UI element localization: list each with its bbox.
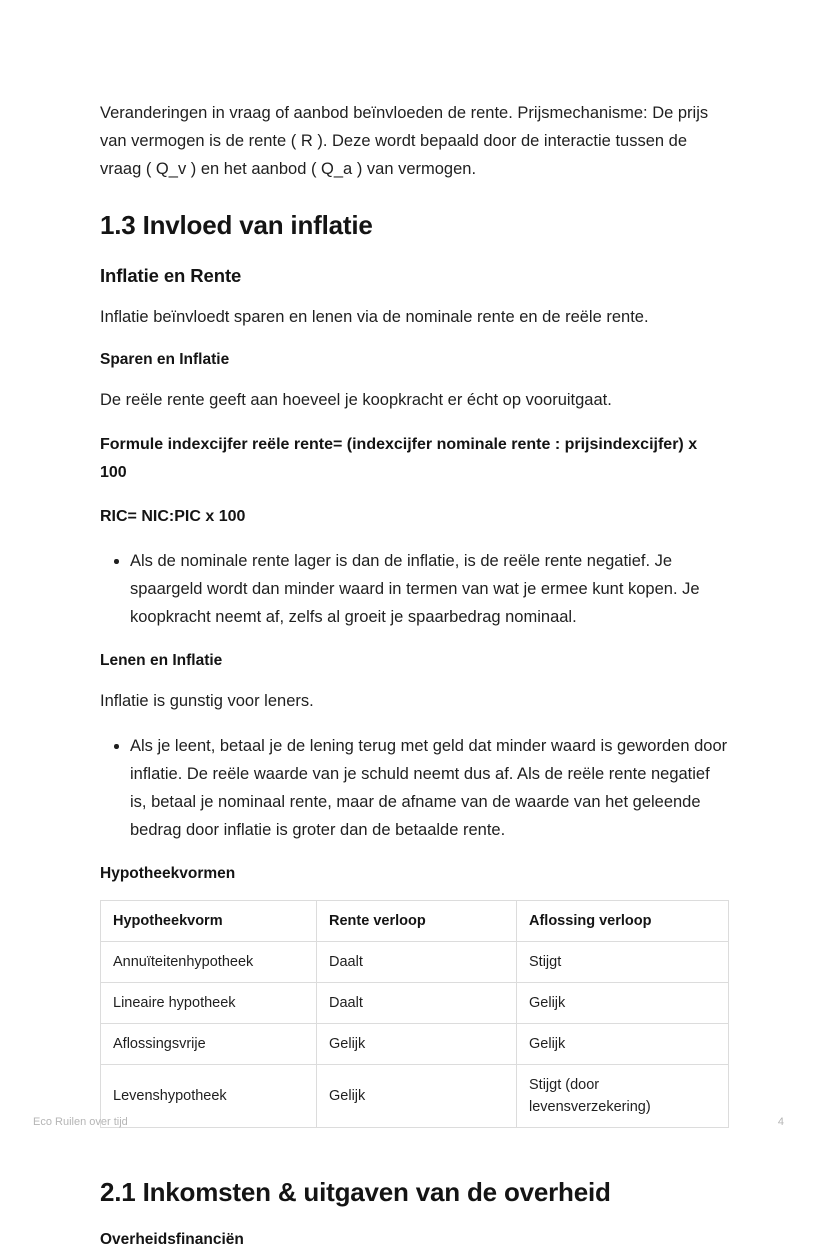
cell-hypotheekvorm: Levenshypotheek <box>101 1065 317 1128</box>
list-item: Als je leent, betaal je de lening terug met geld dat minder waard is geworden door inflatie. De reële waarde van je schuld neemt dus af. Als de reële rente negatief is, betaal je nominaal rente, maar de afname van de waarde van het geleende bedrag door inflatie is groter dan de betaalde rente. <box>130 732 728 844</box>
cell-rente-verloop: Daalt <box>317 942 517 983</box>
footer-document-label: Eco Ruilen over tijd <box>33 1116 128 1128</box>
cell-hypotheekvorm: Annuïteitenhypotheek <box>101 942 317 983</box>
cell-aflossing-verloop: Stijgt <box>517 942 729 983</box>
heading-lenen-en-inflatie: Lenen en Inflatie <box>100 652 223 669</box>
heading-section-2-1: 2.1 Inkomsten & uitgaven van de overheid <box>100 1177 611 1207</box>
list-item: Als de nominale rente lager is dan de inflatie, is de reële rente negatief. Je spaargeld wordt dan minder waard in termen van wat je ermee kunt kopen. Je koopkracht neemt af, zelfs al groeit je spaarbedrag nominaal. <box>130 547 728 631</box>
table-row <box>101 942 729 983</box>
page-footer <box>0 1112 828 1132</box>
table-header-row <box>101 901 729 942</box>
heading-section-1-3: 1.3 Invloed van inflatie <box>100 210 373 240</box>
footer-page-number: 4 <box>777 1116 784 1128</box>
column-header-rente-verloop: Rente verloop <box>317 901 517 942</box>
cell-hypotheekvorm: Aflossingsvrije <box>101 1024 317 1065</box>
table-spacer <box>100 1138 728 1176</box>
cell-aflossing-verloop: Gelijk <box>517 1024 729 1065</box>
paragraph-inflatie-en-rente: Inflatie beïnvloedt sparen en lenen via de nominale rente en de reële rente. <box>100 308 649 326</box>
bullet-list-lenen <box>100 732 728 844</box>
intro-paragraph: Veranderingen in vraag of aanbod beïnvloeden de rente. Prijsmechanisme: De prijs van vermogen is de rente ( R ). Deze wordt bepaald door de interactie tussen de vraag ( Q_v ) en het aanbod ( Q_a ) van vermogen. <box>100 104 709 178</box>
table-row <box>101 983 729 1024</box>
cell-rente-verloop: Gelijk <box>317 1024 517 1065</box>
formula-reele-rente: Formule indexcijfer reële rente= (indexcijfer nominale rente : prijsindexcijfer) x 100 <box>100 436 698 481</box>
column-header-aflossing-verloop: Aflossing verloop <box>517 901 729 942</box>
page-content <box>100 99 728 1252</box>
bullet-list-sparen <box>100 547 728 631</box>
heading-sparen-en-inflatie: Sparen en Inflatie <box>100 351 230 368</box>
cell-rente-verloop: Daalt <box>317 983 517 1024</box>
cell-aflossing-verloop: Stijgt (door levensverzekering) <box>517 1065 729 1128</box>
formula-ric: RIC= NIC:PIC x 100 <box>100 508 246 525</box>
cell-aflossing-verloop: Gelijk <box>517 983 729 1024</box>
heading-overheidsfinancien: Overheidsfinanciën <box>100 1231 244 1248</box>
cell-hypotheekvorm: Lineaire hypotheek <box>101 983 317 1024</box>
hypotheekvormen-table <box>100 900 729 1128</box>
heading-inflatie-en-rente: Inflatie en Rente <box>100 265 242 286</box>
cell-rente-verloop: Gelijk <box>317 1065 517 1128</box>
column-header-hypotheekvorm: Hypotheekvorm <box>101 901 317 942</box>
table-row <box>101 1024 729 1065</box>
paragraph-sparen-en-inflatie: De reële rente geeft aan hoeveel je koopkracht er écht op vooruitgaat. <box>100 391 612 409</box>
paragraph-lenen-en-inflatie: Inflatie is gunstig voor leners. <box>100 692 314 710</box>
heading-hypotheekvormen: Hypotheekvormen <box>100 865 236 882</box>
